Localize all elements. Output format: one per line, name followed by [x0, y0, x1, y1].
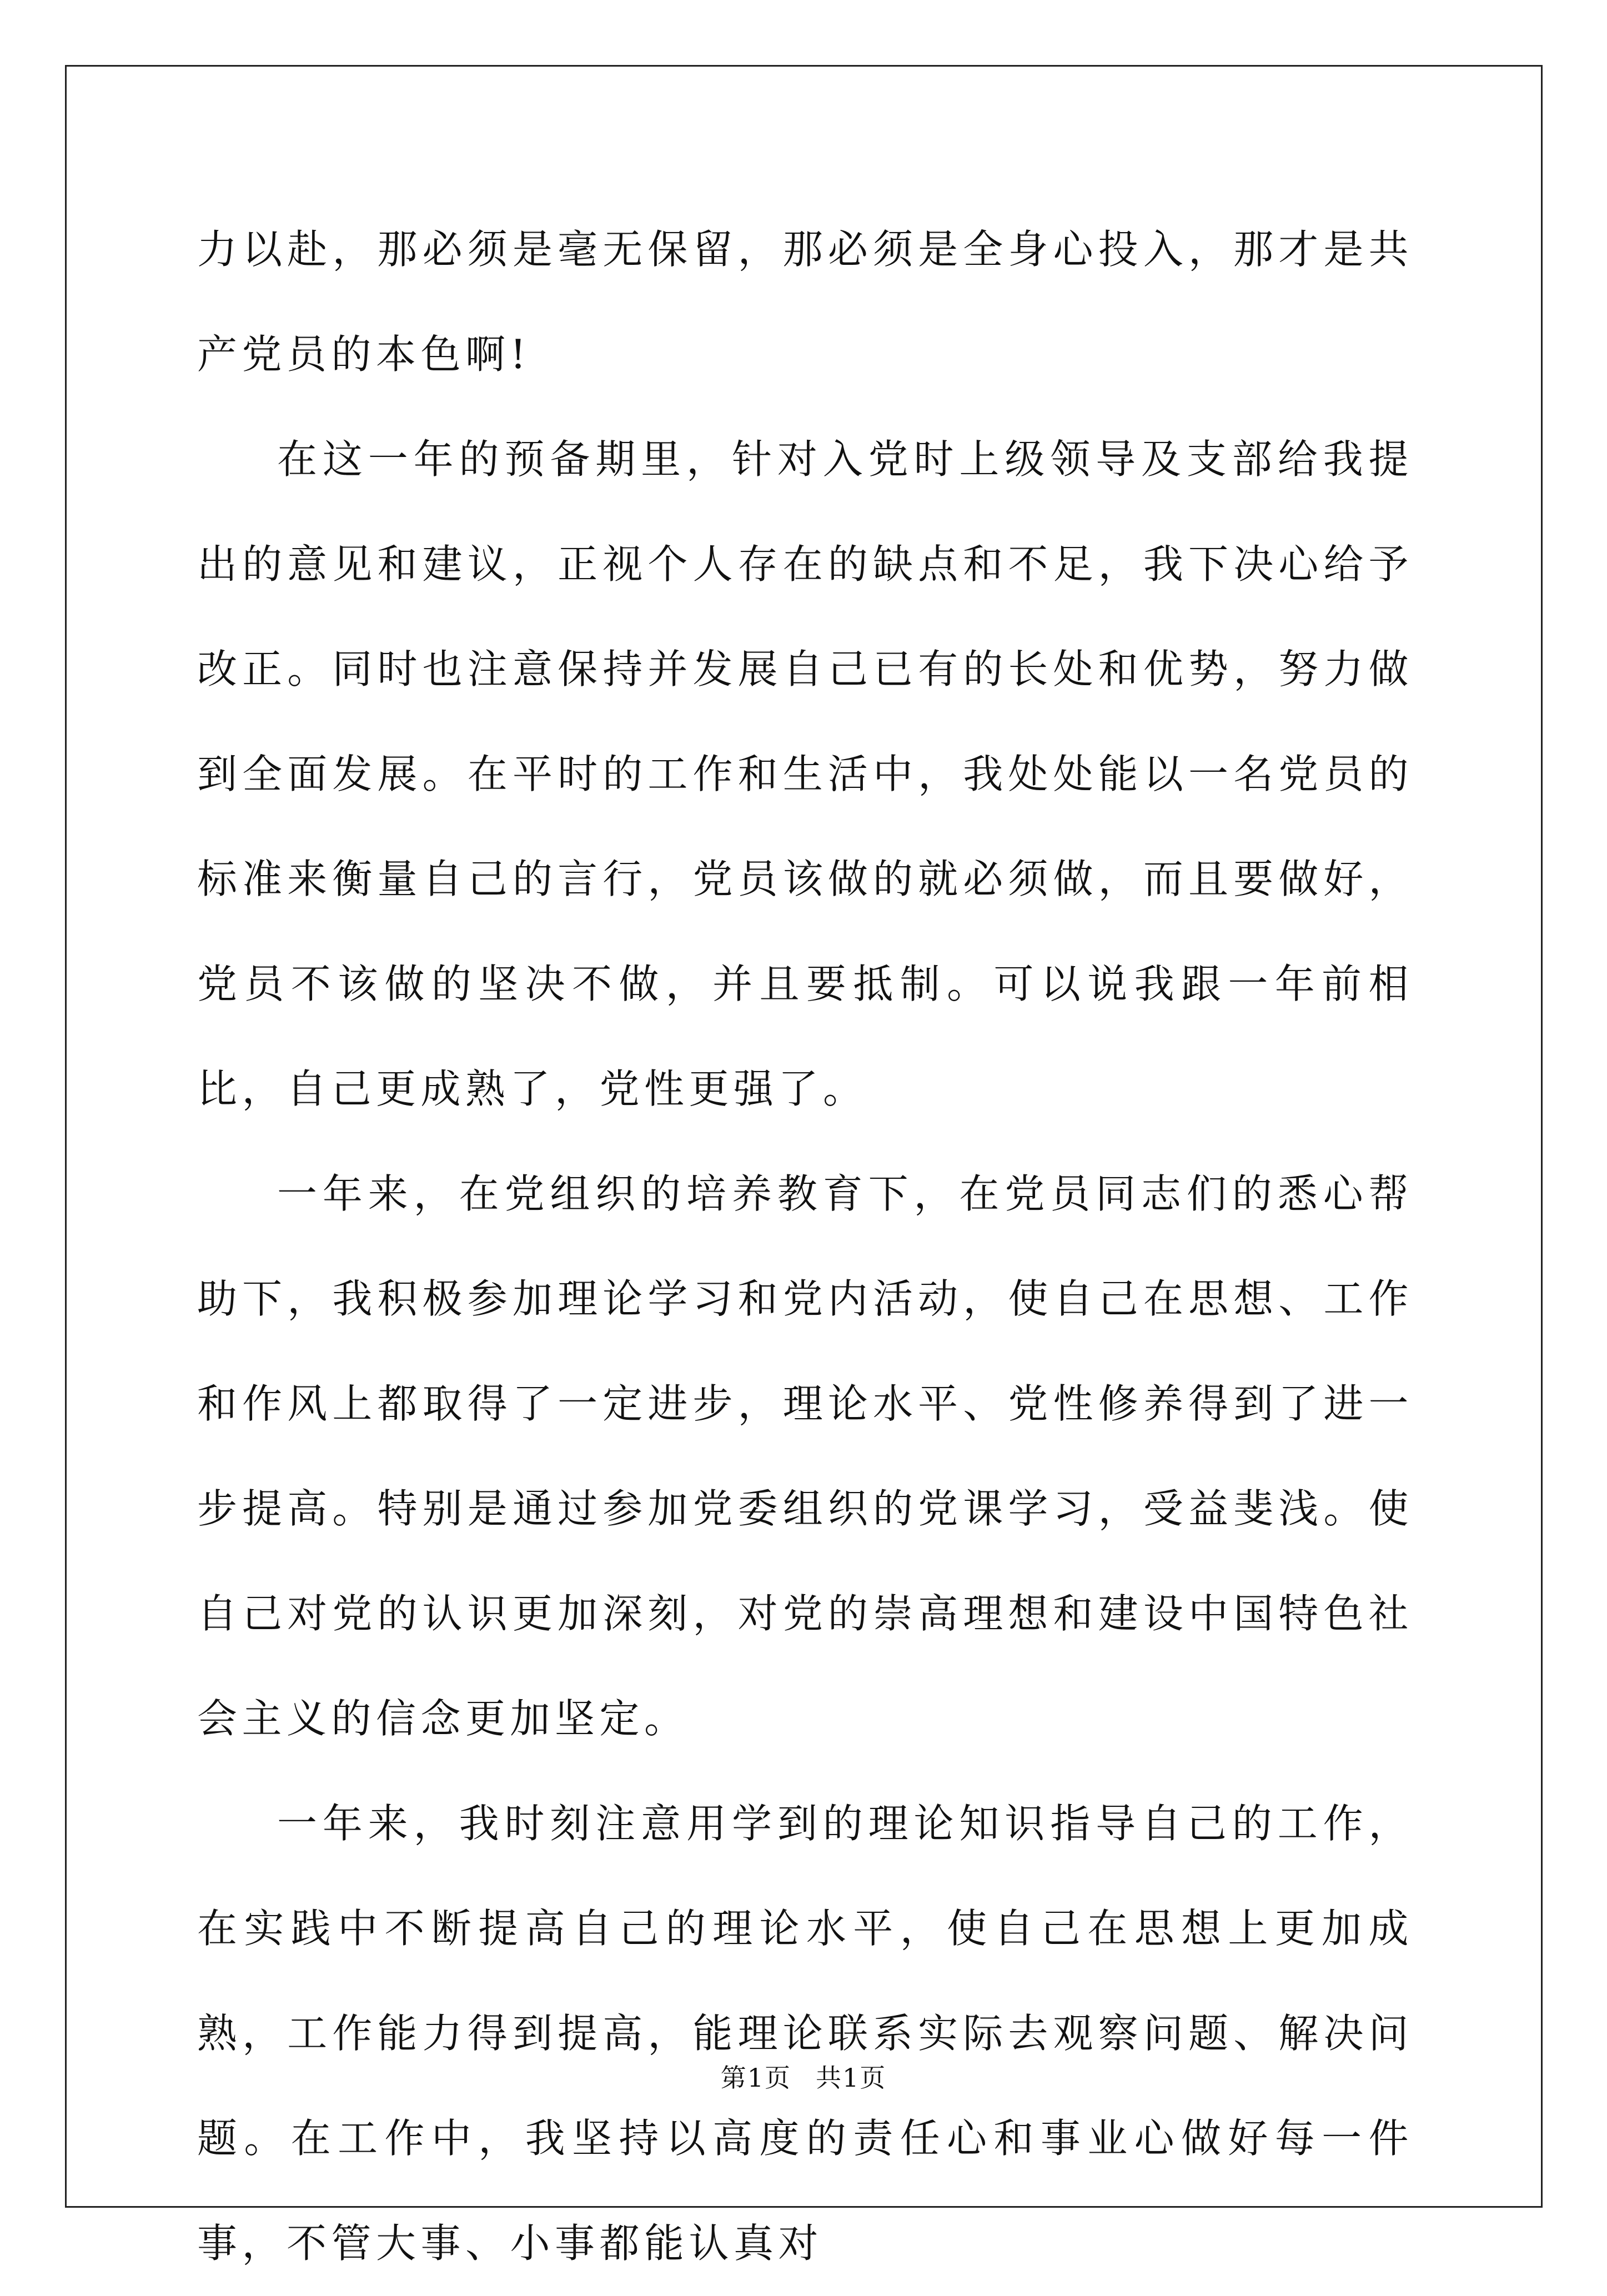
- page-total: 共1页: [816, 2063, 887, 2093]
- paragraph-4: 一年来，我时刻注意用学到的理论知识指导自己的工作，在实践中不断提高自己的理论水平，使自己在思想上更加成熟，工作能力得到提高，能理论联系实际去观察问题、解决问题。在工作中，我坚持以高度的责任心和事业心做好每一件事，不管大事、小事都能认真对: [197, 1800, 1413, 2267]
- paragraph-2: 在这一年的预备期里，针对入党时上级领导及支部给我提出的意见和建议，正视个人存在的缺点和不足，我下决心给予改正。同时也注意保持并发展自己已有的长处和优势，努力做到全面发展。在平时的工作和生活中，我处处能以一名党员的标准来衡量自己的言行，党员该做的就必须做，而且要做好，党员不该做的坚决不做，并且要抵制。可以说我跟一年前相比，自己更成熟了，党性更强了。: [197, 436, 1413, 1112]
- page-footer: [0, 2061, 1607, 2094]
- paragraph-3: 一年来，在党组织的培养教育下，在党员同志们的悉心帮助下，我积极参加理论学习和党内活动，使自己在思想、工作和作风上都取得了一定进步，理论水平、党性修养得到了进一步提高。特别是通过参加党委组织的党课学习，受益斐浅。使自己对党的认识更加深刻，对党的崇高理想和建设中国特色社会主义的信念更加坚定。: [197, 1170, 1413, 1742]
- paragraph-1: 力以赴，那必须是毫无保留，那必须是全身心投入，那才是共产党员的本色啊!: [197, 226, 1413, 378]
- page-number: 第1页: [720, 2063, 791, 2093]
- document-body: [197, 197, 1413, 2296]
